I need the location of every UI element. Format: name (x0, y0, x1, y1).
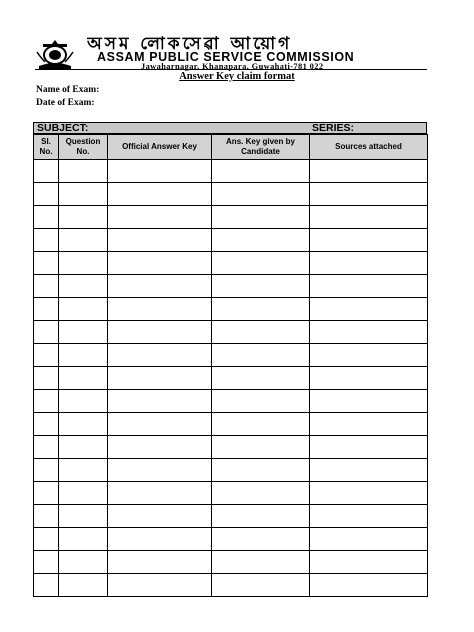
table-row (34, 160, 428, 183)
sl-no-cell (34, 505, 59, 528)
table-row (34, 275, 428, 298)
sl-no-cell (34, 183, 59, 206)
official-answer-cell (108, 436, 212, 459)
candidate-answer-cell (212, 551, 310, 574)
candidate-answer-cell (212, 459, 310, 482)
official-answer-cell (108, 229, 212, 252)
official-answer-cell (108, 206, 212, 229)
candidate-answer-cell (212, 321, 310, 344)
candidate-answer-cell (212, 298, 310, 321)
sources-cell (310, 367, 428, 390)
official-answer-cell (108, 528, 212, 551)
letterhead (35, 34, 427, 71)
claims-table (33, 134, 428, 597)
form-title: Answer Key claim format (179, 71, 295, 82)
table-row (34, 183, 428, 206)
official-answer-cell (108, 505, 212, 528)
candidate-answer-cell (212, 252, 310, 275)
question-no-cell (59, 413, 108, 436)
column-header-sl-no: Sl. No. (34, 135, 59, 160)
sources-cell (310, 390, 428, 413)
sources-cell (310, 413, 428, 436)
sl-no-cell (34, 321, 59, 344)
candidate-answer-cell (212, 275, 310, 298)
sl-no-cell (34, 344, 59, 367)
column-header-sources-attached: Sources attached (310, 135, 428, 160)
table-row (34, 367, 428, 390)
sources-cell (310, 298, 428, 321)
table-row (34, 344, 428, 367)
question-no-cell (59, 436, 108, 459)
table-row (34, 321, 428, 344)
sl-no-cell (34, 298, 59, 321)
question-no-cell (59, 390, 108, 413)
org-name: ASSAM PUBLIC SERVICE COMMISSION (97, 50, 355, 64)
sources-cell (310, 551, 428, 574)
question-no-cell (59, 252, 108, 275)
candidate-answer-cell (212, 344, 310, 367)
sl-no-cell (34, 390, 59, 413)
sl-no-cell (34, 574, 59, 597)
candidate-answer-cell (212, 482, 310, 505)
candidate-answer-cell (212, 367, 310, 390)
candidate-answer-cell (212, 505, 310, 528)
candidate-answer-cell (212, 229, 310, 252)
candidate-answer-cell (212, 436, 310, 459)
official-answer-cell (108, 344, 212, 367)
table-row (34, 528, 428, 551)
sl-no-cell (34, 275, 59, 298)
table-row (34, 252, 428, 275)
date-of-exam-label: Date of Exam: (36, 98, 95, 108)
official-answer-cell (108, 574, 212, 597)
sources-cell (310, 482, 428, 505)
official-answer-cell (108, 183, 212, 206)
table-row (34, 390, 428, 413)
sources-cell (310, 574, 428, 597)
table-row (34, 413, 428, 436)
candidate-answer-cell (212, 390, 310, 413)
sources-cell (310, 206, 428, 229)
sl-no-cell (34, 551, 59, 574)
table-row (34, 551, 428, 574)
bengali-org-name: অসম লোকসেৱা আয়োগ (87, 34, 293, 54)
candidate-answer-cell (212, 206, 310, 229)
official-answer-cell (108, 390, 212, 413)
subject-series-bar (33, 122, 427, 134)
name-of-exam-label: Name of Exam: (36, 85, 100, 95)
sources-cell (310, 528, 428, 551)
question-no-cell (59, 551, 108, 574)
sl-no-cell (34, 252, 59, 275)
sl-no-cell (34, 160, 59, 183)
official-answer-cell (108, 367, 212, 390)
sl-no-cell (34, 459, 59, 482)
question-no-cell (59, 275, 108, 298)
question-no-cell (59, 206, 108, 229)
candidate-answer-cell (212, 528, 310, 551)
sl-no-cell (34, 413, 59, 436)
official-answer-cell (108, 298, 212, 321)
question-no-cell (59, 321, 108, 344)
question-no-cell (59, 344, 108, 367)
question-no-cell (59, 229, 108, 252)
official-answer-cell (108, 482, 212, 505)
sources-cell (310, 459, 428, 482)
question-no-cell (59, 528, 108, 551)
official-answer-cell (108, 413, 212, 436)
candidate-answer-cell (212, 574, 310, 597)
sl-no-cell (34, 528, 59, 551)
candidate-answer-cell (212, 183, 310, 206)
table-row (34, 459, 428, 482)
sources-cell (310, 436, 428, 459)
question-no-cell (59, 183, 108, 206)
sources-cell (310, 344, 428, 367)
official-answer-cell (108, 321, 212, 344)
org-address: Jawaharnagar, Khanapara, Guwahati-781 022 (141, 62, 324, 71)
column-header-official-answer-key: Official Answer Key (108, 135, 212, 160)
table-row (34, 505, 428, 528)
column-header-question-no: Question No. (59, 135, 108, 160)
sl-no-cell (34, 206, 59, 229)
official-answer-cell (108, 551, 212, 574)
column-header-candidate-key: Ans. Key given by Candidate (212, 135, 310, 160)
table-row (34, 206, 428, 229)
assam-emblem-icon (35, 38, 75, 70)
question-no-cell (59, 160, 108, 183)
sources-cell (310, 321, 428, 344)
official-answer-cell (108, 459, 212, 482)
official-answer-cell (108, 275, 212, 298)
table-row (34, 436, 428, 459)
sources-cell (310, 275, 428, 298)
question-no-cell (59, 505, 108, 528)
question-no-cell (59, 482, 108, 505)
sl-no-cell (34, 229, 59, 252)
official-answer-cell (108, 252, 212, 275)
sl-no-cell (34, 436, 59, 459)
sources-cell (310, 183, 428, 206)
question-no-cell (59, 459, 108, 482)
candidate-answer-cell (212, 413, 310, 436)
table-header-row (34, 135, 428, 160)
table-row (34, 298, 428, 321)
table-row (34, 574, 428, 597)
series-label: SERIES: (312, 122, 355, 134)
sl-no-cell (34, 482, 59, 505)
question-no-cell (59, 298, 108, 321)
sl-no-cell (34, 367, 59, 390)
sources-cell (310, 160, 428, 183)
official-answer-cell (108, 160, 212, 183)
subject-label: SUBJECT: (37, 122, 89, 134)
sources-cell (310, 252, 428, 275)
candidate-answer-cell (212, 160, 310, 183)
table-row (34, 229, 428, 252)
header-divider (35, 69, 427, 70)
question-no-cell (59, 574, 108, 597)
sources-cell (310, 505, 428, 528)
sources-cell (310, 229, 428, 252)
table-row (34, 482, 428, 505)
question-no-cell (59, 367, 108, 390)
